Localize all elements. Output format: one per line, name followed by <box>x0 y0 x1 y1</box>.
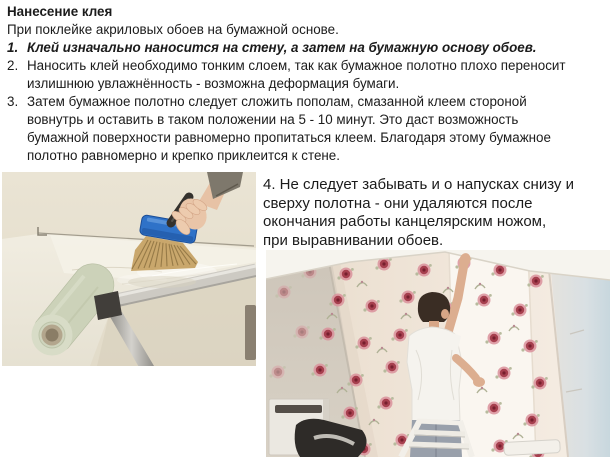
step-number: 2. <box>7 58 19 73</box>
ear <box>441 309 449 319</box>
ladder-tray <box>504 440 561 456</box>
step-line: полотно равномерно и крепко приклеится к стене. <box>27 148 340 163</box>
step-line: излишнюю увлажнённость - возможна деформация бумаги. <box>27 76 400 91</box>
heater-vent <box>275 405 322 413</box>
step-line: вовнутрь и оставить в таком положении на 5 - 10 минут. Это даст возможность <box>27 112 519 127</box>
step-4-note <box>263 176 603 250</box>
roll-core-hole <box>46 329 59 342</box>
step-2 <box>7 57 604 93</box>
photo-applying-glue <box>2 172 256 366</box>
step-1 <box>7 39 604 57</box>
lower-hand <box>473 377 485 387</box>
step-line: Клей изначально наносится на стену, а затем на бумажную основу обоев. <box>27 40 537 55</box>
step-number: 1. <box>7 40 19 55</box>
photo-hanging-wallpaper <box>266 250 610 457</box>
instructions-block <box>7 3 604 165</box>
note-line: при выравнивании обоев. <box>263 231 444 249</box>
step-line: Наносить клей необходимо тонким слоем, так как бумажное полотно плохо переносит <box>27 58 566 73</box>
note-line: 4. Не следует забывать и о напусках снизу и <box>263 176 574 193</box>
intro-line: При поклейке акриловых обоев на бумажной основе. <box>7 22 339 37</box>
step-line: Затем бумажное полотно следует сложить пополам, смазанной клеем стороной <box>27 94 527 109</box>
step-number: 3. <box>7 94 19 109</box>
wallpaper-hanging-illustration <box>266 250 610 457</box>
page-title: Нанесение клея <box>7 4 113 19</box>
note-line: окончания работы канцелярским ножом, <box>263 213 547 231</box>
brush-shadow <box>128 276 196 288</box>
dark-shadow-corner <box>245 305 256 360</box>
glue-brush-illustration <box>2 172 256 366</box>
step-3 <box>7 93 604 165</box>
step-line: бумажной поверхности равномерно пропитаться клеем. Благодаря этому бумажное <box>27 130 551 145</box>
rail-corner-cap <box>94 291 122 320</box>
note-line: сверху полотна - они удаляются после <box>263 194 533 212</box>
